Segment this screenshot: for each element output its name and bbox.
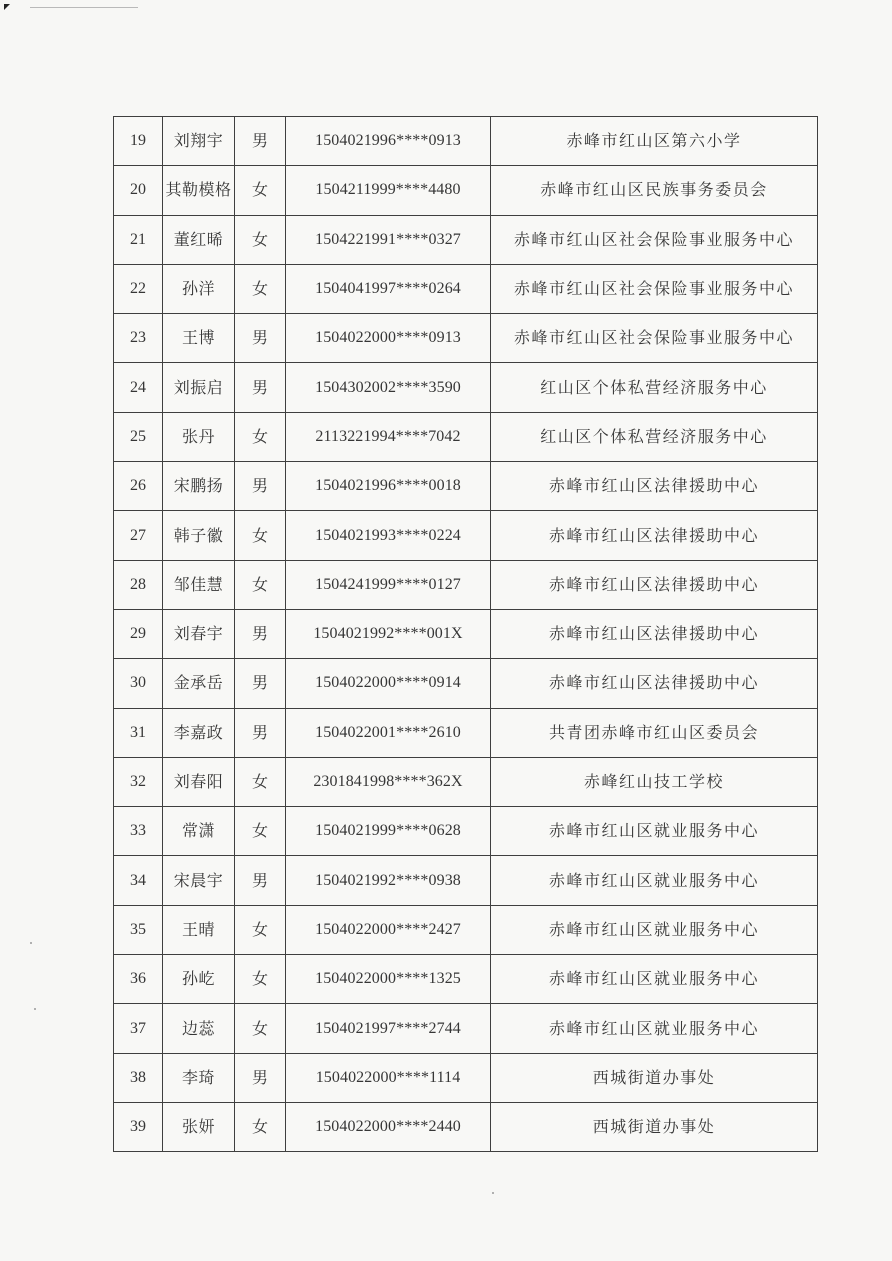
row-number: 29 xyxy=(114,609,163,658)
person-name: 邹佳慧 xyxy=(163,560,235,609)
row-number: 20 xyxy=(114,166,163,215)
id-number: 1504041997****0264 xyxy=(286,264,491,313)
id-number: 2113221994****7042 xyxy=(286,412,491,461)
work-unit: 赤峰市红山区社会保险事业服务中心 xyxy=(491,215,818,264)
gender: 男 xyxy=(235,462,286,511)
work-unit: 赤峰市红山区第六小学 xyxy=(491,117,818,166)
person-name: 刘翔宇 xyxy=(163,117,235,166)
id-number: 1504022000****2440 xyxy=(286,1102,491,1151)
row-number: 38 xyxy=(114,1053,163,1102)
row-number: 37 xyxy=(114,1004,163,1053)
gender: 女 xyxy=(235,807,286,856)
person-name: 宋鹏扬 xyxy=(163,462,235,511)
table-row xyxy=(114,757,818,806)
gender: 男 xyxy=(235,363,286,412)
id-number: 1504021993****0224 xyxy=(286,511,491,560)
gender: 女 xyxy=(235,215,286,264)
personnel-table xyxy=(113,116,818,1152)
work-unit: 共青团赤峰市红山区委员会 xyxy=(491,708,818,757)
id-number: 1504211999****4480 xyxy=(286,166,491,215)
table-row xyxy=(114,955,818,1004)
gender: 男 xyxy=(235,1053,286,1102)
table-row xyxy=(114,856,818,905)
scan-speck xyxy=(30,942,32,944)
work-unit: 赤峰市红山区就业服务中心 xyxy=(491,807,818,856)
gender: 女 xyxy=(235,1004,286,1053)
scan-speck xyxy=(492,1192,494,1194)
scan-speck xyxy=(34,1008,36,1010)
person-name: 其勒模格 xyxy=(163,166,235,215)
row-number: 33 xyxy=(114,807,163,856)
table-row xyxy=(114,412,818,461)
work-unit: 赤峰市红山区法律援助中心 xyxy=(491,659,818,708)
table-row xyxy=(114,560,818,609)
work-unit: 赤峰市红山区法律援助中心 xyxy=(491,609,818,658)
gender: 男 xyxy=(235,856,286,905)
id-number: 1504022000****0913 xyxy=(286,314,491,363)
work-unit: 红山区个体私营经济服务中心 xyxy=(491,363,818,412)
row-number: 21 xyxy=(114,215,163,264)
table-row xyxy=(114,314,818,363)
table-row xyxy=(114,511,818,560)
id-number: 1504302002****3590 xyxy=(286,363,491,412)
gender: 女 xyxy=(235,560,286,609)
person-name: 孙屹 xyxy=(163,955,235,1004)
table-row xyxy=(114,1004,818,1053)
top-scan-line xyxy=(30,7,138,8)
person-name: 王博 xyxy=(163,314,235,363)
gender: 男 xyxy=(235,659,286,708)
table-row xyxy=(114,117,818,166)
person-name: 张妍 xyxy=(163,1102,235,1151)
work-unit: 赤峰市红山区就业服务中心 xyxy=(491,1004,818,1053)
table-row xyxy=(114,1053,818,1102)
table-row xyxy=(114,708,818,757)
row-number: 28 xyxy=(114,560,163,609)
table-row xyxy=(114,1102,818,1151)
table-row xyxy=(114,659,818,708)
person-name: 常潇 xyxy=(163,807,235,856)
person-name: 金承岳 xyxy=(163,659,235,708)
person-name: 董红晞 xyxy=(163,215,235,264)
work-unit: 赤峰市红山区法律援助中心 xyxy=(491,511,818,560)
table-row xyxy=(114,609,818,658)
row-number: 22 xyxy=(114,264,163,313)
gender: 男 xyxy=(235,609,286,658)
id-number: 1504021992****001X xyxy=(286,609,491,658)
table-row xyxy=(114,807,818,856)
corner-scan-mark xyxy=(4,4,10,10)
person-name: 刘春阳 xyxy=(163,757,235,806)
row-number: 35 xyxy=(114,905,163,954)
row-number: 23 xyxy=(114,314,163,363)
work-unit: 西城街道办事处 xyxy=(491,1102,818,1151)
person-name: 李嘉政 xyxy=(163,708,235,757)
table-row xyxy=(114,462,818,511)
id-number: 1504022000****2427 xyxy=(286,905,491,954)
id-number: 1504241999****0127 xyxy=(286,560,491,609)
gender: 女 xyxy=(235,264,286,313)
gender: 女 xyxy=(235,757,286,806)
person-name: 刘春宇 xyxy=(163,609,235,658)
table-row xyxy=(114,363,818,412)
id-number: 1504021997****2744 xyxy=(286,1004,491,1053)
gender: 女 xyxy=(235,955,286,1004)
person-name: 刘振启 xyxy=(163,363,235,412)
table-row xyxy=(114,905,818,954)
gender: 女 xyxy=(235,1102,286,1151)
row-number: 24 xyxy=(114,363,163,412)
table-row xyxy=(114,166,818,215)
id-number: 1504221991****0327 xyxy=(286,215,491,264)
id-number: 1504022001****2610 xyxy=(286,708,491,757)
id-number: 1504022000****1114 xyxy=(286,1053,491,1102)
person-name: 孙洋 xyxy=(163,264,235,313)
table-row xyxy=(114,215,818,264)
row-number: 30 xyxy=(114,659,163,708)
id-number: 1504021999****0628 xyxy=(286,807,491,856)
id-number: 1504022000****1325 xyxy=(286,955,491,1004)
person-name: 韩子徽 xyxy=(163,511,235,560)
work-unit: 赤峰市红山区民族事务委员会 xyxy=(491,166,818,215)
id-number: 1504021992****0938 xyxy=(286,856,491,905)
id-number: 1504021996****0913 xyxy=(286,117,491,166)
table-row xyxy=(114,264,818,313)
person-name: 边蕊 xyxy=(163,1004,235,1053)
gender: 女 xyxy=(235,166,286,215)
work-unit: 西城街道办事处 xyxy=(491,1053,818,1102)
work-unit: 赤峰市红山区就业服务中心 xyxy=(491,856,818,905)
person-name: 张丹 xyxy=(163,412,235,461)
work-unit: 赤峰市红山区就业服务中心 xyxy=(491,905,818,954)
id-number: 1504021996****0018 xyxy=(286,462,491,511)
row-number: 27 xyxy=(114,511,163,560)
row-number: 31 xyxy=(114,708,163,757)
work-unit: 赤峰市红山区法律援助中心 xyxy=(491,560,818,609)
work-unit: 赤峰红山技工学校 xyxy=(491,757,818,806)
gender: 男 xyxy=(235,708,286,757)
id-number: 2301841998****362X xyxy=(286,757,491,806)
work-unit: 赤峰市红山区法律援助中心 xyxy=(491,462,818,511)
row-number: 26 xyxy=(114,462,163,511)
person-name: 宋晨宇 xyxy=(163,856,235,905)
gender: 男 xyxy=(235,117,286,166)
id-number: 1504022000****0914 xyxy=(286,659,491,708)
row-number: 25 xyxy=(114,412,163,461)
row-number: 34 xyxy=(114,856,163,905)
person-name: 王晴 xyxy=(163,905,235,954)
gender: 女 xyxy=(235,905,286,954)
row-number: 36 xyxy=(114,955,163,1004)
work-unit: 红山区个体私营经济服务中心 xyxy=(491,412,818,461)
work-unit: 赤峰市红山区社会保险事业服务中心 xyxy=(491,264,818,313)
work-unit: 赤峰市红山区就业服务中心 xyxy=(491,955,818,1004)
gender: 男 xyxy=(235,314,286,363)
row-number: 39 xyxy=(114,1102,163,1151)
work-unit: 赤峰市红山区社会保险事业服务中心 xyxy=(491,314,818,363)
gender: 女 xyxy=(235,412,286,461)
row-number: 19 xyxy=(114,117,163,166)
gender: 女 xyxy=(235,511,286,560)
row-number: 32 xyxy=(114,757,163,806)
person-name: 李琦 xyxy=(163,1053,235,1102)
